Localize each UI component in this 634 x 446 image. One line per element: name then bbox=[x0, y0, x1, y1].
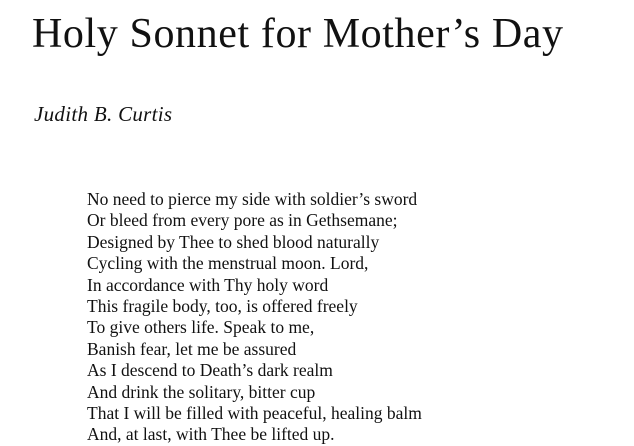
poem-line: Or bleed from every pore as in Gethsemane; bbox=[87, 210, 398, 231]
poem-line: This fragile body, too, is offered freely bbox=[87, 295, 358, 316]
poem-line: To give others life. Speak to me, bbox=[87, 317, 315, 338]
poem-title: Holy Sonnet for Mother’s Day bbox=[32, 11, 564, 57]
poem-body bbox=[87, 189, 422, 446]
poem-line: Cycling with the menstrual moon. Lord, bbox=[87, 253, 369, 274]
poem-line: That I will be filled with peaceful, healing balm bbox=[87, 402, 422, 423]
poem-line: In accordance with Thy holy word bbox=[87, 274, 329, 295]
poem-line: And drink the solitary, bitter cup bbox=[87, 381, 316, 402]
poem-line: As I descend to Death’s dark realm bbox=[87, 360, 333, 381]
poem-line: No need to pierce my side with soldier’s sword bbox=[87, 189, 418, 209]
poem-line: And, at last, with Thee be lifted up. bbox=[87, 424, 335, 445]
poem-line: Banish fear, let me be assured bbox=[87, 338, 297, 359]
poem-line: Designed by Thee to shed blood naturally bbox=[87, 231, 380, 252]
poem-author: Judith B. Curtis bbox=[34, 102, 173, 126]
